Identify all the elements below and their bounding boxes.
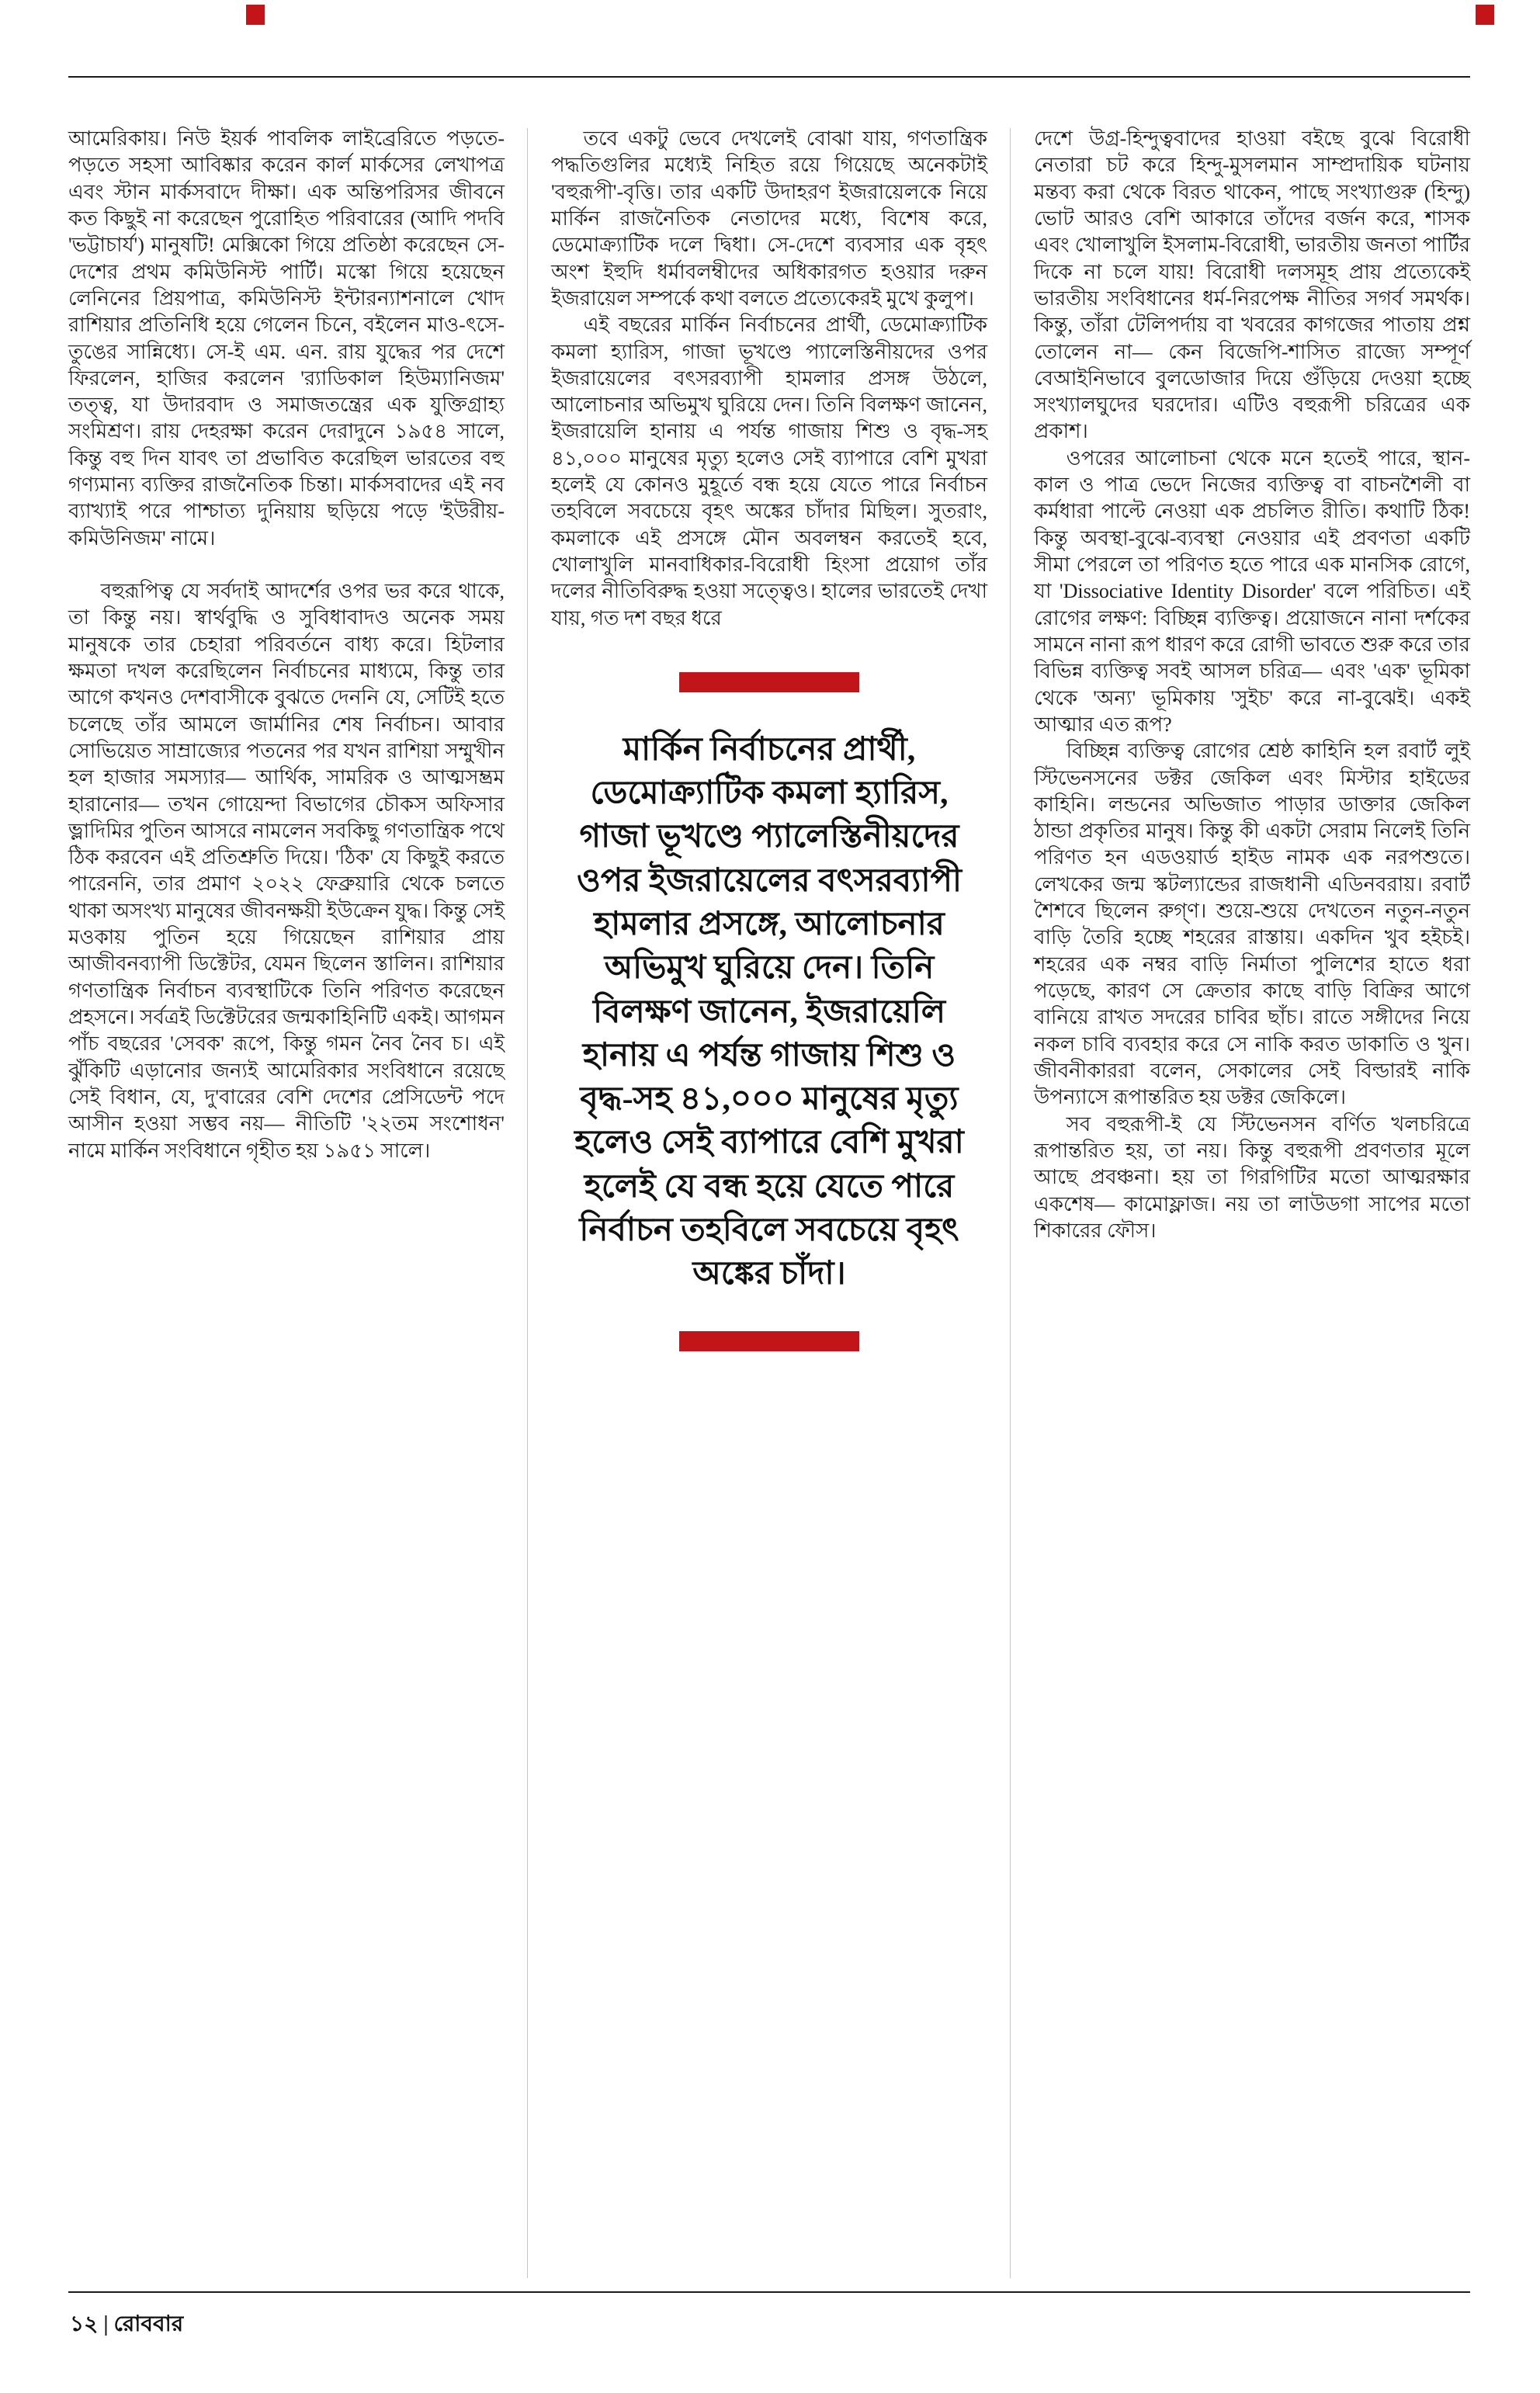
pull-quote-bar-top [679, 672, 859, 692]
pull-quote-text: মার্কিন নির্বাচনের প্রার্থী, ডেমোক্র্যাটিক কমলা হ্যারিস, গাজা ভূখণ্ডে প্যালেস্তিনীয়দের ওপর ইজরায়েলের বৎসরব্যাপী হামলার প্রসঙ্গে, আলোচনার অভিমুখ ঘুরিয়ে দেন। তিনি বিলক্ষণ জানেন, ইজরায়েলি হানায় এ পর্যন্ত গাজায় শিশু ও বৃদ্ধ-সহ ৪১,০০০ মানুষের মৃত্যু হলেও সেই ব্যাপারে বেশি মুখরা হলেই যে বন্ধ হয়ে যেতে পারে নির্বাচন তহবিলে সবচেয়ে বৃহৎ অঙ্কের চাঁদা। [574, 731, 964, 1292]
registration-mark-icon [246, 5, 265, 25]
article-paragraph: আমেরিকায়। নিউ ইয়র্ক পাবলিক লাইব্রেরিতে পড়তে-পড়তে সহসা আবিষ্কার করেন কার্ল মার্কসের লেখাপত্র এবং স্টান মার্কসবাদে দীক্ষা। এক অন্তিপরিসর জীবনে কত কিছুই না করেছেন পুরোহিত পরিবারের (আদি পদবি 'ভট্টাচার্য') মানুষটি! মেক্সিকো গিয়ে প্রতিষ্ঠা করেছেন সে-দেশের প্রথম কমিউনিস্ট পার্টি। মস্কো গিয়ে হয়েছেন লেনিনের প্রিয়পাত্র, কমিউনিস্ট ইন্টারন্যাশনালে খোদ রাশিয়ার প্রতিনিধি হয়ে গেলেন চিনে, বইলেন মাও-ৎসে-তুঙের সান্নিধ্যে। সে-ই এম. এন. রায় যুদ্ধের পর দেশে ফিরলেন, হাজির করলেন 'র‍্যাডিকাল হিউম্যানিজম' তত্ত্ব, যা উদারবাদ ও সমাজতন্ত্রের এক যুক্তিগ্রাহ্য সংমিশ্রণ। রায় দেহরক্ষা করেন দেরাদুনে ১৯৫৪ সালে, কিন্তু বহু দিন যাবৎ তা প্রভাবিত করেছিল ভারতের বহু গণ্যমান্য ব্যক্তির রাজনৈতিক চিন্তা। মার্কসবাদের এই নব ব্যাখ্যাই পরে পাশ্চাত্য দুনিয়ায় ছড়িয়ে পড়ে 'ইউরীয়-কমিউনিজম' নামে। [68, 127, 505, 550]
column-divider [1010, 128, 1011, 2278]
pull-quote [551, 672, 987, 1351]
article-paragraph: বিচ্ছিন্ন ব্যক্তিত্ব রোগের শ্রেষ্ঠ কাহিনি হল রবার্ট লুই স্টিভেনসনের ডক্টর জেকিল এবং মিস্টার হাইডের কাহিনি। লন্ডনের অভিজাত পাড়ার ডাক্তার জেকিল ঠান্ডা প্রকৃতির মানুষ। কিন্তু কী একটা সেরাম নিলেই তিনি পরিণত হন এডওয়ার্ড হাইড নামক এক নরপশুতে। লেখকের জন্ম স্কটল্যান্ডের রাজধানী এডিনবরায়। রবার্ট শৈশবে ছিলেন রুগ্ণ। শুয়ে-শুয়ে দেখতেন নতুন-নতুন বাড়ি তৈরি হচ্ছে শহরের রাস্তায়। একদিন খুব হইচই। শহরের এক নম্বর বাড়ি নির্মাতা পুলিশের হাতে ধরা পড়েছে, কারণ সে ক্রেতার কাছে বাড়ি বিক্রির আগে বানিয়ে রাখত সদরের চাবির ছাঁচ। রাতে সঙ্গীদের নিয়ে নকল চাবি ব্যবহার করে সে নাকি করত ডাকাতি ও খুন। জীবনীকাররা বলেন, সেকালের সেই বিল্ডারই নাকি উপন্যাসে রূপান্তরিত হয় ডক্টর জেকিলে। [1034, 740, 1470, 1109]
article-column-right [1034, 126, 1470, 1244]
article-paragraph: তবে একটু ভেবে দেখলেই বোঝা যায়, গণতান্ত্রিক পদ্ধতিগুলির মধ্যেই নিহিত রয়ে গিয়েছে অনেকটাই 'বহুরূপী'-বৃত্তি। তার একটি উদাহরণ ইজরায়েলকে নিয়ে মার্কিন রাজনৈতিক নেতাদের মধ্যে, বিশেষ করে, ডেমোক্র্যাটিক দলে দ্বিধা। সে-দেশে ব্যবসার এক বৃহৎ অংশ ইহুদি ধর্মাবলম্বীদের অধিকারগত হওয়ার দরুন ইজরায়েল সম্পর্কে কথা বলতে প্রত্যেকেরই মুখে কুলুপ। [551, 127, 987, 310]
registration-mark-icon [1476, 5, 1494, 25]
article-paragraph: দেশে উগ্র-হিন্দুত্ববাদের হাওয়া বইছে বুঝে বিরোধী নেতারা চট করে হিন্দু-মুসলমান সাম্প্রদায়িক ঘটনায় মন্তব্য করা থেকে বিরত থাকেন, পাছে সংখ্যাগুরু (হিন্দু) ভোট আরও বেশি আকারে তাঁদের বর্জন করে, শাসক এবং খোলাখুলি ইসলাম-বিরোধী, ভারতীয় জনতা পার্টির দিকে না চলে যায়! বিরোধী দলসমূহ প্রায় প্রত্যেকেই ভারতীয় সংবিধানের ধর্ম-নিরপেক্ষ নীতির সগর্ব সমর্থক। কিন্তু, তাঁরা টেলিপর্দায় বা খবরের কাগজের পাতায় প্রশ্ন তোলেন না— কেন বিজেপি-শাসিত রাজ্যে সম্পূর্ণ বেআইনিভাবে বুলডোজার দিয়ে গুঁড়িয়ে দেওয়া হচ্ছে সংখ্যালঘুদের ঘরদোর। এটিও বহুরূপী চরিত্রের এক প্রকাশ। [1034, 127, 1470, 443]
column-divider [527, 128, 528, 2278]
pull-quote-bar-bottom [679, 1331, 859, 1351]
article-column-left [68, 126, 505, 1164]
top-rule [68, 76, 1470, 78]
article-paragraph: সব বহুরূপী-ই যে স্টিভেনসন বর্ণিত খলচরিত্রে রূপান্তরিত হয়, তা নয়। কিন্তু বহুরূপী প্রবণতার মূলে আছে প্রবঞ্চনা। হয় তা গিরগিটির মতো আত্মরক্ষার একশেষ— কামোফ্লাজ। নয় তা লাউডগা সাপের মতো শিকারের ফৌস। [1034, 1112, 1470, 1242]
article-paragraph: বহুরূপিত্ব যে সর্বদাই আদর্শের ওপর ভর করে থাকে, তা কিন্তু নয়। স্বার্থবুদ্ধি ও সুবিধাবাদও অনেক সময় মানুষকে তার চেহারা পরিবর্তনে বাধ্য করে। হিটলার ক্ষমতা দখল করেছিলেন নির্বাচনের মাধ্যমে, কিন্তু তার আগে কখনও দেশবাসীকে বুঝতে দেননি যে, সেটিই হতে চলেছে তাঁর আমলে জার্মানির শেষ নির্বাচন। আবার সোভিয়েত সাম্রাজ্যের পতনের পর যখন রাশিয়া সম্মুখীন হল হাজার সমস্যার— আর্থিক, সামরিক ও আত্মসম্ভ্রম হারানোর— তখন গোয়েন্দা বিভাগের চৌকস অফিসার ভ্লাদিমির পুতিন আসরে নামলেন সবকিছু গণতান্ত্রিক পথে ঠিক করবেন এই প্রতিশ্রুতি দিয়ে। 'ঠিক' যে কিছুই করতে পারেননি, তার প্রমাণ ২০২২ ফেব্রুয়ারি থেকে চলতে থাকা অসংখ্য মানুষের জীবনক্ষয়ী ইউক্রেন যুদ্ধ। কিন্তু সেই মওকায় পুতিন হয়ে গিয়েছেন রাশিয়ার প্রায় আজীবনব্যাপী ডিক্টেটর, যেমন ছিলেন স্তালিন। রাশিয়ার গণতান্ত্রিক নির্বাচন ব্যবস্থাটিকে তিনি পরিণত করেছেন প্রহসনে। সর্বত্রই ডিক্টেটরের জন্মকাহিনিটি একই। আগমন পাঁচ বছরের 'সেবক' রূপে, কিন্তু গমন নৈব নৈব চ। এই ঝুঁকিটি এড়ানোর জন্যই আমেরিকার সংবিধানে রয়েছে সেই বিধান, যে, দু'বারের বেশি দেশের প্রেসিডেন্ট পদে আসীন হওয়া সম্ভব নয়— নীতিটি '২২তম সংশোধন' নামে মার্কিন সংবিধানে গৃহীত হয় ১৯৫১ সালে। [68, 580, 505, 1162]
page-footer: ১২ | রোববার [70, 2312, 184, 2336]
article-column-middle [551, 126, 987, 1351]
article-paragraph: এই বছরের মার্কিন নির্বাচনের প্রার্থী, ডেমোক্র্যাটিক কমলা হ্যারিস, গাজা ভূখণ্ডে প্যালেস্তিনীয়দের ওপর ইজরায়েলের বৎসরব্যাপী হামলার প্রসঙ্গ উঠলে, আলোচনার অভিমুখ ঘুরিয়ে দেন। তিনি বিলক্ষণ জানেন, ইজরায়েলি হানায় এ পর্যন্ত গাজায় শিশু ও বৃদ্ধ-সহ ৪১,০০০ মানুষের মৃত্যু হলেও সেই ব্যাপারে বেশি মুখরা হলেই যে কোনও মুহূর্তে বন্ধ হয়ে যেতে পারে নির্বাচন তহবিলে সবচেয়ে বৃহৎ অঙ্কের চাঁদার মিছিল। সুতরাং, কমলাকে এই প্রসঙ্গে মৌন অবলম্বন করতেই হবে, খোলাখুলি মানবাধিকার-বিরোধী হিংসা প্রয়োগ তাঁর দলের নীতিবিরুদ্ধ হওয়া সত্ত্বেও। হালের ভারতেই দেখা যায়, গত দশ বছর ধরে [551, 314, 987, 629]
footer-rule [68, 2291, 1470, 2293]
article-paragraph: ওপরের আলোচনা থেকে মনে হতেই পারে, স্থান-কাল ও পাত্র ভেদে নিজের ব্যক্তিত্ব বা বাচনশৈলী বা কর্মধারা পাল্টে নেওয়া এক প্রচলিত রীতি। কথাটি ঠিক! কিন্তু অবস্থা-বুঝে-ব্যবস্থা নেওয়ার এই প্রবণতা একটি সীমা পেরলে তা পরিণত হতে পারে এক মানসিক রোগে, যা 'Dissociative Identity Disorder' বলে পরিচিত। এই রোগের লক্ষণ: বিচ্ছিন্ন ব্যক্তিত্ব। প্রয়োজনে নানা দর্শকের সামনে নানা রূপ ধারণ করে রোগী ভাবতে শুরু করে তার বিভিন্ন ব্যক্তিত্ব সবই আসল চরিত্র— এবং 'এক' ভূমিকা থেকে 'অন্য' ভূমিকায় 'সুইচ' করে না-বুঝেই। একই আত্মার এত রূপ? [1034, 446, 1470, 736]
